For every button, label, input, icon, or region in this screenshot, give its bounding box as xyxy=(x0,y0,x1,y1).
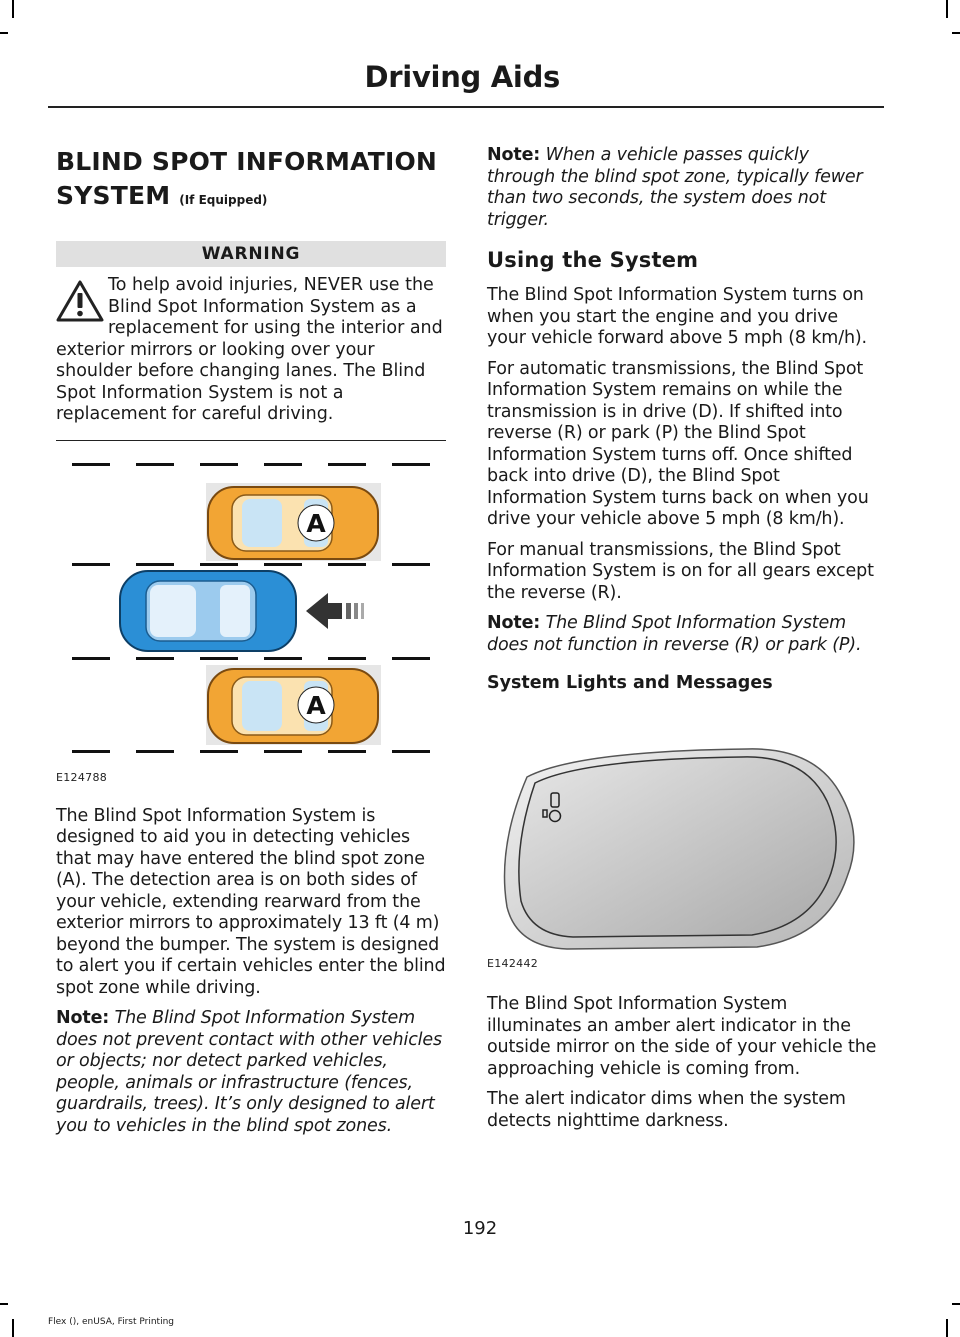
crop-mark xyxy=(946,1319,948,1337)
note-label: Note: xyxy=(487,145,541,165)
approach-arrow xyxy=(306,593,364,629)
crop-mark xyxy=(0,32,8,34)
crop-mark xyxy=(12,0,14,18)
note-text: The Blind Spot Information System does not function in reverse (R) or park (P). xyxy=(487,613,862,655)
subsection-heading: Using the System xyxy=(487,248,699,272)
mirror-figure xyxy=(487,737,881,970)
left-column xyxy=(56,145,446,1137)
paragraph: For manual transmissions, the Blind Spot Information System is on for all gears except the reverse (R). xyxy=(487,539,874,603)
warning-rule xyxy=(56,440,446,441)
section-title-text: BLIND SPOT INFORMATION SYSTEM xyxy=(56,147,438,210)
crop-mark xyxy=(0,1303,8,1305)
header-rule xyxy=(48,106,884,108)
note-label: Note: xyxy=(56,1008,110,1028)
right-column xyxy=(487,145,881,1132)
note xyxy=(487,613,881,656)
page-header-title: Driving Aids xyxy=(364,60,560,94)
zone-label-a-top: A xyxy=(306,508,326,538)
paragraph: The Blind Spot Information System is designed to aid you in detecting vehicles that may have entered the blind spot zone (A). The detection area is on both sides of your vehicle, extending rearward from the exterior mirrors to approximately 13 ft (4 m) beyond the bumper. The system is designed to alert you if certain vehicles enter the blind spot zone while driving. xyxy=(56,805,446,998)
warning-label: WARNING xyxy=(56,241,446,267)
section-qualifier: (If Equipped) xyxy=(179,193,268,207)
yellow-car-bottom xyxy=(208,669,378,743)
subsection-heading: System Lights and Messages xyxy=(487,673,773,693)
paragraph: For automatic transmissions, the Blind Spot Information System remains on while the transmission is in drive (D). If shifted into reverse (R) or park (P) the Blind Spot Information System turns off. Once shifted back into drive (D), the Blind Spot Information System turns back on when you drive your vehicle above 5 mph (8 km/h). xyxy=(487,358,869,529)
note-text: When a vehicle passes quickly through the blind spot zone, typically fewer than two seconds, the system does not trigger. xyxy=(487,145,863,230)
paragraph: The alert indicator dims when the system detects nighttime darkness. xyxy=(487,1089,846,1131)
page-number: 192 xyxy=(462,1218,498,1239)
blind-spot-diagram xyxy=(56,443,446,773)
yellow-car-top xyxy=(208,487,378,559)
footer-text: Flex (), enUSA, First Printing xyxy=(48,1317,174,1327)
crop-mark xyxy=(952,32,960,34)
blind-spot-figure xyxy=(56,443,446,784)
zone-label-a-bottom: A xyxy=(306,690,326,720)
note xyxy=(487,145,881,231)
crop-mark xyxy=(12,1319,14,1337)
figure-code: E124788 xyxy=(56,770,108,784)
section-title xyxy=(56,145,446,217)
crop-mark xyxy=(952,1303,960,1305)
side-mirror-diagram xyxy=(487,737,881,977)
figure-code: E142442 xyxy=(487,957,539,970)
note xyxy=(56,1008,446,1137)
crop-mark xyxy=(946,0,948,18)
blue-car xyxy=(120,571,296,651)
paragraph: The Blind Spot Information System turns on when you start the engine and you drive your vehicle forward above 5 mph (8 km/h). xyxy=(487,285,867,348)
paragraph: The Blind Spot Information System illuminates an amber alert indicator in the outside mirror on the side of your vehicle the approaching vehicle is coming from. xyxy=(487,994,877,1079)
warning-text: To help avoid injuries, NEVER use the Blind Spot Information System as a replacement for using the interior and exterior mirrors or looking over your shoulder before changing lanes. The Blind Spot Information System is not a replacement for careful driving. xyxy=(56,275,443,424)
note-text: The Blind Spot Information System does not prevent contact with other vehicles or objects; nor detect parked vehicles, people, animals or infrastructure (fences, guardrails, trees). It’s only designed to alert you to vehicles in the blind spot zones. xyxy=(56,1008,442,1136)
warning-triangle-icon xyxy=(56,279,104,323)
warning-box xyxy=(56,275,446,426)
note-label: Note: xyxy=(487,613,541,633)
